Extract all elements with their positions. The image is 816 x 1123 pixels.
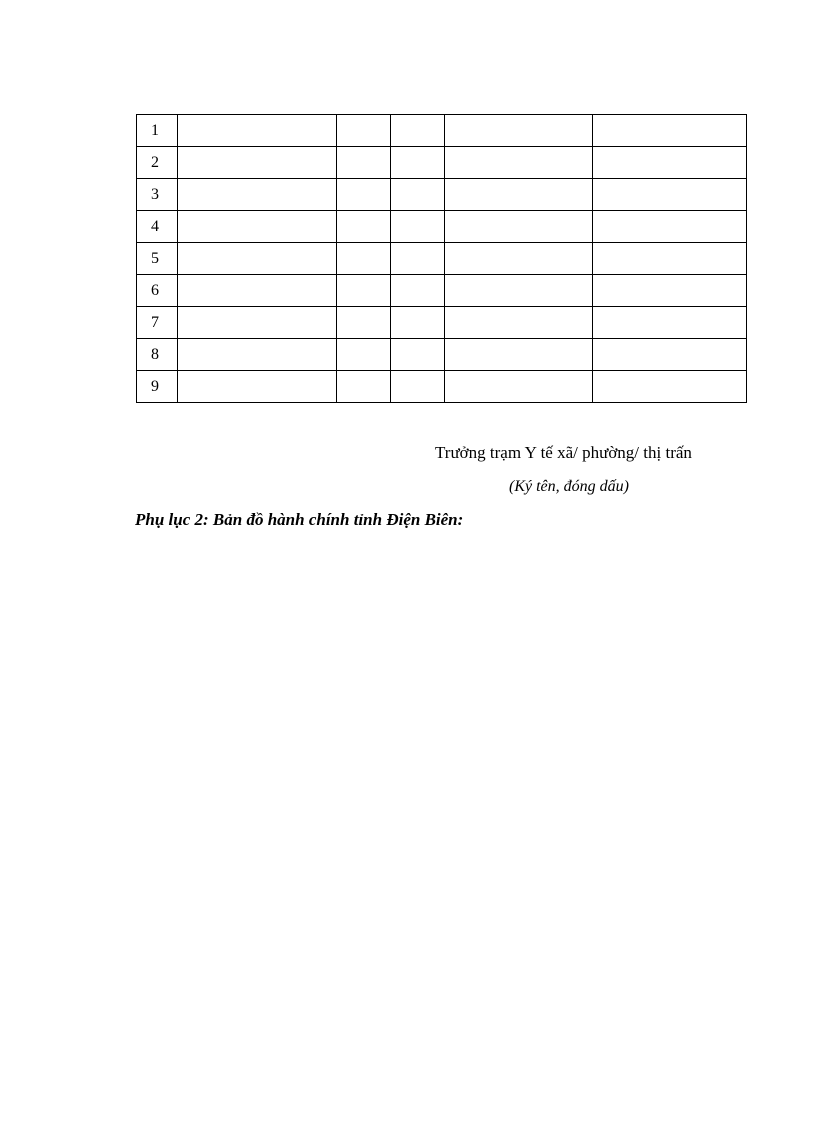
row-number-cell: 8 <box>137 339 178 371</box>
table-cell <box>178 339 337 371</box>
appendix-heading: Phụ lục 2: Bản đồ hành chính tỉnh Điện Biên: <box>135 510 464 529</box>
signature-title: Trưởng trạm Y tế xã/ phường/ thị trấn <box>435 443 692 462</box>
table-row <box>137 211 747 243</box>
table-cell <box>445 211 593 243</box>
table-cell <box>391 115 445 147</box>
table-cell <box>337 275 391 307</box>
table-cell <box>445 147 593 179</box>
row-number-cell: 1 <box>137 115 178 147</box>
table-cell <box>337 307 391 339</box>
table-cell <box>391 179 445 211</box>
table-cell <box>391 243 445 275</box>
row-number-cell: 7 <box>137 307 178 339</box>
table-cell <box>593 307 747 339</box>
table-cell <box>391 307 445 339</box>
table-cell <box>178 275 337 307</box>
table-cell <box>593 275 747 307</box>
table-cell <box>391 339 445 371</box>
table-cell <box>178 179 337 211</box>
table-cell <box>593 147 747 179</box>
table-cell <box>337 179 391 211</box>
table-row <box>137 243 747 275</box>
table-cell <box>445 339 593 371</box>
table-cell <box>445 275 593 307</box>
table-cell <box>593 115 747 147</box>
table-cell <box>391 275 445 307</box>
table-cell <box>178 147 337 179</box>
signature-note: (Ký tên, đóng dấu) <box>509 478 629 495</box>
table-cell <box>445 179 593 211</box>
table-cell <box>445 371 593 403</box>
table-row <box>137 115 747 147</box>
data-table <box>136 114 747 403</box>
table-cell <box>445 115 593 147</box>
table-body <box>137 115 747 403</box>
table-cell <box>391 147 445 179</box>
table-row <box>137 147 747 179</box>
row-number-cell: 9 <box>137 371 178 403</box>
table-row <box>137 371 747 403</box>
table-row <box>137 179 747 211</box>
table-cell <box>337 339 391 371</box>
table-cell <box>337 243 391 275</box>
table-cell <box>178 115 337 147</box>
row-number-cell: 2 <box>137 147 178 179</box>
table-cell <box>178 243 337 275</box>
table-row <box>137 339 747 371</box>
table-cell <box>178 211 337 243</box>
row-number-cell: 3 <box>137 179 178 211</box>
table-cell <box>178 371 337 403</box>
table-cell <box>445 307 593 339</box>
table-cell <box>593 211 747 243</box>
table-cell <box>337 211 391 243</box>
table-cell <box>391 371 445 403</box>
row-number-cell: 5 <box>137 243 178 275</box>
table-row <box>137 307 747 339</box>
table-cell <box>593 179 747 211</box>
table-cell <box>593 371 747 403</box>
table-cell <box>178 307 337 339</box>
table-cell <box>337 147 391 179</box>
table-cell <box>593 339 747 371</box>
table-cell <box>337 115 391 147</box>
table-cell <box>445 243 593 275</box>
table-cell <box>337 371 391 403</box>
row-number-cell: 4 <box>137 211 178 243</box>
table-cell <box>391 211 445 243</box>
table-cell <box>593 243 747 275</box>
table-row <box>137 275 747 307</box>
row-number-cell: 6 <box>137 275 178 307</box>
